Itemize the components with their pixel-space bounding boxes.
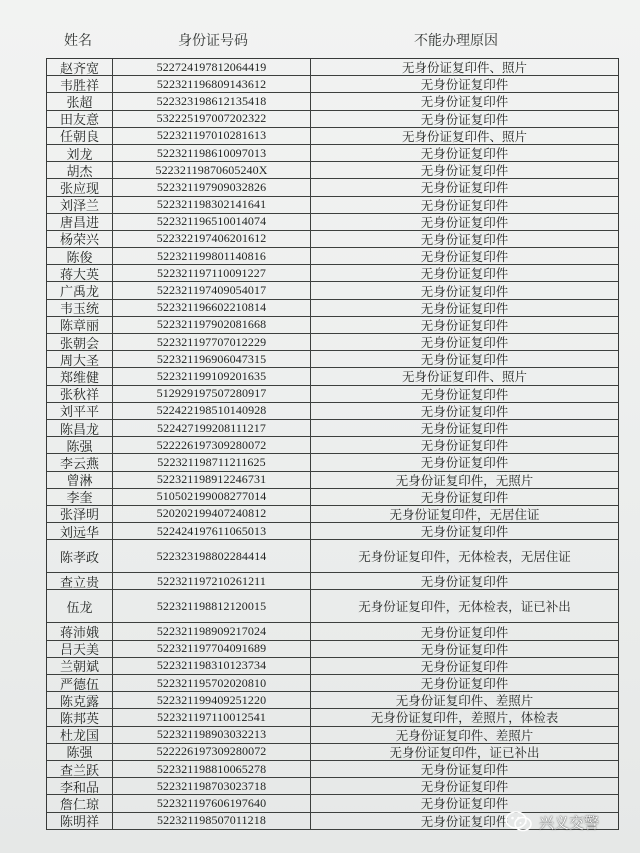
reason-cell: 无身份证复印件 xyxy=(420,658,509,674)
record-table xyxy=(46,58,619,830)
reason-cell: 无身份证复印件、照片 xyxy=(401,60,527,76)
table-row xyxy=(47,709,618,726)
name-cell: 陈孝政 xyxy=(47,540,113,572)
table-row xyxy=(47,76,618,93)
table-row xyxy=(47,145,618,162)
name-cell: 刘平平 xyxy=(47,403,113,419)
id-number-cell: 522321197704091689 xyxy=(113,641,311,657)
id-number-cell: 522321197210261211 xyxy=(113,573,311,589)
table-row xyxy=(47,437,618,454)
id-number-cell: 522226197309280072 xyxy=(113,437,311,453)
table-row xyxy=(47,334,618,351)
id-number-cell: 520202199407240812 xyxy=(113,506,311,522)
table-row xyxy=(47,506,618,523)
reason-cell: 无身份证复印件 xyxy=(420,180,509,196)
table-row xyxy=(47,675,618,692)
name-cell: 陈强 xyxy=(47,437,113,453)
name-cell: 查兰跃 xyxy=(47,761,113,777)
table-row xyxy=(47,573,618,590)
table-row xyxy=(47,317,618,334)
table-row xyxy=(47,386,618,403)
name-cell: 李奎 xyxy=(47,489,113,505)
reason-cell: 无身份证复印件 xyxy=(420,352,509,368)
id-number-cell: 522321198610097013 xyxy=(113,145,311,161)
name-cell: 陈俊 xyxy=(47,248,113,264)
id-number-cell: 522321196510014074 xyxy=(113,214,311,230)
table-row xyxy=(47,403,618,420)
name-cell: 查立贵 xyxy=(47,573,113,589)
id-number-cell: 522321198711211625 xyxy=(113,454,311,470)
id-number-cell: 522321196906047315 xyxy=(113,351,311,367)
table-row xyxy=(47,265,618,282)
id-number-cell: 522321197110091227 xyxy=(113,265,311,281)
reason-cell: 无身份证复印件、差照片 xyxy=(395,693,534,709)
id-number-cell: 532225197007202322 xyxy=(113,111,311,127)
id-number-cell: 522321197902081668 xyxy=(113,317,311,333)
name-cell: 蒋沛娥 xyxy=(47,623,113,639)
reason-cell: 无身份证复印件 xyxy=(420,779,509,795)
header-name: 姓名 xyxy=(64,33,92,49)
table-row xyxy=(47,179,618,196)
id-number-cell: 522321198812120015 xyxy=(113,590,311,622)
table-row xyxy=(47,282,618,299)
table-row xyxy=(47,59,618,76)
name-cell: 周大圣 xyxy=(47,351,113,367)
reason-cell: 无身份证复印件 xyxy=(420,524,509,540)
id-number-cell: 522226197309280072 xyxy=(113,744,311,760)
reason-cell: 无身份证复印件 xyxy=(420,94,509,110)
reason-cell: 无身份证复印件，无照片 xyxy=(395,472,534,488)
id-number-cell: 522321198810065278 xyxy=(113,761,311,777)
id-number-cell: 522321198310123734 xyxy=(113,658,311,674)
table-row xyxy=(47,128,618,145)
reason-cell: 无身份证复印件 xyxy=(420,386,509,402)
table-row xyxy=(47,761,618,778)
reason-cell: 无身份证复印件 xyxy=(420,796,509,812)
reason-cell: 无身份证复印件 xyxy=(420,641,509,657)
table-row xyxy=(47,93,618,110)
id-number-cell: 522321199109201635 xyxy=(113,368,311,384)
name-cell: 严德伍 xyxy=(47,675,113,691)
id-number-cell: 510502199008277014 xyxy=(113,489,311,505)
id-number-cell: 522323198802284414 xyxy=(113,540,311,572)
reason-cell: 无身份证复印件、照片 xyxy=(401,128,527,144)
name-cell: 张超 xyxy=(47,93,113,109)
reason-cell: 无身份证复印件，无体检表，无居住证 xyxy=(358,549,571,565)
id-number-cell: 522321197110012541 xyxy=(113,709,311,725)
reason-cell: 无身份证复印件 xyxy=(420,813,509,829)
table-row xyxy=(47,162,618,179)
table-row xyxy=(47,248,618,265)
id-number-cell: 522321196809143612 xyxy=(113,76,311,92)
name-cell: 任朝良 xyxy=(47,128,113,144)
reason-cell: 无身份证复印件，无体检表，证已补出 xyxy=(358,599,571,615)
table-row xyxy=(47,197,618,214)
table-row xyxy=(47,540,618,573)
reason-cell: 无身份证复印件 xyxy=(420,762,509,778)
watermark xyxy=(505,808,599,836)
reason-cell: 无身份证复印件 xyxy=(420,214,509,230)
name-cell: 伍龙 xyxy=(47,590,113,622)
reason-cell: 无身份证复印件 xyxy=(420,421,509,437)
reason-cell: 无身份证复印件、差照片 xyxy=(395,727,534,743)
id-number-cell: 522321198903032213 xyxy=(113,727,311,743)
id-number-cell: 522323198612135418 xyxy=(113,93,311,109)
name-cell: 广禹龙 xyxy=(47,282,113,298)
id-number-cell: 522321197010281613 xyxy=(113,128,311,144)
reason-cell: 无身份证复印件 xyxy=(420,283,509,299)
id-number-cell: 52232119870605240X xyxy=(113,162,311,178)
name-cell: 刘龙 xyxy=(47,145,113,161)
reason-cell: 无身份证复印件 xyxy=(420,300,509,316)
name-cell: 郑维健 xyxy=(47,368,113,384)
id-number-cell: 522321199409251220 xyxy=(113,692,311,708)
table-row xyxy=(47,744,618,761)
name-cell: 田友意 xyxy=(47,111,113,127)
id-number-cell: 522724197812064419 xyxy=(113,59,311,75)
header-id-number: 身份证号码 xyxy=(178,33,248,49)
reason-cell: 无身份证复印件 xyxy=(420,574,509,590)
name-cell: 刘远华 xyxy=(47,523,113,539)
table-row xyxy=(47,300,618,317)
id-number-cell: 522321196602210814 xyxy=(113,300,311,316)
name-cell: 赵齐宽 xyxy=(47,59,113,75)
name-cell: 陈克露 xyxy=(47,692,113,708)
table-row xyxy=(47,111,618,128)
id-number-cell: 522427199208111217 xyxy=(113,420,311,436)
table-header xyxy=(0,22,640,56)
id-number-cell: 522321197606197640 xyxy=(113,795,311,811)
name-cell: 张朝会 xyxy=(47,334,113,350)
id-number-cell: 522422198510140928 xyxy=(113,403,311,419)
table-row xyxy=(47,727,618,744)
name-cell: 胡杰 xyxy=(47,162,113,178)
name-cell: 陈强 xyxy=(47,744,113,760)
id-number-cell: 522321198909217024 xyxy=(113,623,311,639)
reason-cell: 无身份证复印件，证已补出 xyxy=(389,744,540,760)
table-row xyxy=(47,692,618,709)
name-cell: 韦胜祥 xyxy=(47,76,113,92)
reason-cell: 无身份证复印件 xyxy=(420,438,509,454)
name-cell: 曾淋 xyxy=(47,472,113,488)
reason-cell: 无身份证复印件 xyxy=(420,403,509,419)
reason-cell: 无身份证复印件，无居住证 xyxy=(389,506,540,522)
table-row xyxy=(47,590,618,623)
name-cell: 吕天美 xyxy=(47,641,113,657)
reason-cell: 无身份证复印件 xyxy=(420,231,509,247)
reason-cell: 无身份证复印件 xyxy=(420,676,509,692)
reason-cell: 无身份证复印件 xyxy=(420,317,509,333)
id-number-cell: 522424197611065013 xyxy=(113,523,311,539)
table-row xyxy=(47,231,618,248)
reason-cell: 无身份证复印件 xyxy=(420,249,509,265)
reason-cell: 无身份证复印件 xyxy=(420,146,509,162)
table-row xyxy=(47,420,618,437)
id-number-cell: 522321195702020810 xyxy=(113,675,311,691)
id-number-cell: 522321199801140816 xyxy=(113,248,311,264)
reason-cell: 无身份证复印件 xyxy=(420,489,509,505)
id-number-cell: 522322197406201612 xyxy=(113,231,311,247)
name-cell: 李云燕 xyxy=(47,454,113,470)
table-row xyxy=(47,523,618,540)
id-number-cell: 522321198507011218 xyxy=(113,813,311,829)
table-row xyxy=(47,454,618,471)
reason-cell: 无身份证复印件 xyxy=(420,197,509,213)
id-number-cell: 512929197507280917 xyxy=(113,386,311,402)
table-row xyxy=(47,472,618,489)
name-cell: 詹仁琼 xyxy=(47,795,113,811)
reason-cell: 无身份证复印件 xyxy=(420,335,509,351)
id-number-cell: 522321197707012229 xyxy=(113,334,311,350)
reason-cell: 无身份证复印件 xyxy=(420,455,509,471)
name-cell: 唐昌进 xyxy=(47,214,113,230)
id-number-cell: 522321197909032826 xyxy=(113,179,311,195)
reason-cell: 无身份证复印件 xyxy=(420,111,509,127)
name-cell: 蒋大英 xyxy=(47,265,113,281)
id-number-cell: 522321198912246731 xyxy=(113,472,311,488)
name-cell: 韦玉统 xyxy=(47,300,113,316)
id-number-cell: 522321198703023718 xyxy=(113,778,311,794)
name-cell: 李和品 xyxy=(47,778,113,794)
name-cell: 张泽明 xyxy=(47,506,113,522)
header-reason: 不能办理原因 xyxy=(414,33,498,49)
name-cell: 刘泽兰 xyxy=(47,197,113,213)
reason-cell: 无身份证复印件、照片 xyxy=(401,369,527,385)
name-cell: 陈章丽 xyxy=(47,317,113,333)
watermark-text: 兴义交警 xyxy=(539,813,600,832)
name-cell: 张应现 xyxy=(47,179,113,195)
table-row xyxy=(47,623,618,640)
id-number-cell: 522321198302141641 xyxy=(113,197,311,213)
reason-cell: 无身份证复印件 xyxy=(420,266,509,282)
table-row xyxy=(47,778,618,795)
reason-cell: 无身份证复印件 xyxy=(420,163,509,179)
name-cell: 陈昌龙 xyxy=(47,420,113,436)
reason-cell: 无身份证复印件 xyxy=(420,624,509,640)
name-cell: 杨荣兴 xyxy=(47,231,113,247)
table-row xyxy=(47,658,618,675)
name-cell: 陈邦英 xyxy=(47,709,113,725)
wechat-icon xyxy=(505,810,533,834)
name-cell: 兰朝斌 xyxy=(47,658,113,674)
name-cell: 陈明祥 xyxy=(47,813,113,829)
table-row xyxy=(47,489,618,506)
name-cell: 杜龙国 xyxy=(47,727,113,743)
table-row xyxy=(47,351,618,368)
table-row xyxy=(47,641,618,658)
id-number-cell: 522321197409054017 xyxy=(113,282,311,298)
name-cell: 张秋祥 xyxy=(47,386,113,402)
reason-cell: 无身份证复印件，差照片，体检表 xyxy=(370,710,559,726)
reason-cell: 无身份证复印件 xyxy=(420,77,509,93)
table-row xyxy=(47,214,618,231)
table-row xyxy=(47,368,618,385)
